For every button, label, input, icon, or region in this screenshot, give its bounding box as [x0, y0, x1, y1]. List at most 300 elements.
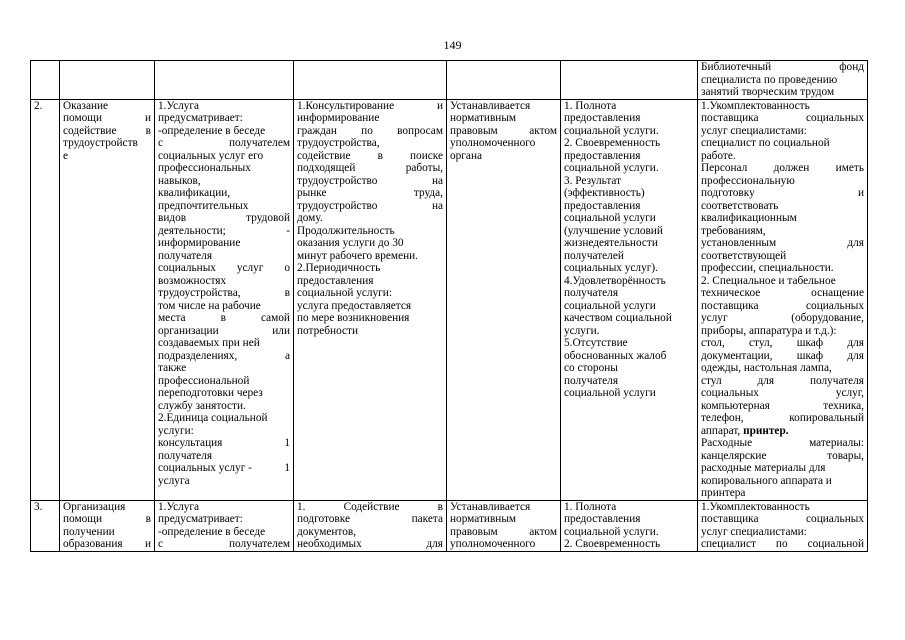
text-line: [297, 262, 443, 275]
text-line: [158, 475, 290, 488]
text-segment: навыков,: [158, 174, 201, 187]
text-segment: социальной услуги:: [297, 287, 392, 299]
cell-num: [31, 500, 60, 551]
text-word: 1: [284, 437, 290, 449]
text-word: в: [377, 149, 383, 162]
text-segment: 1. Полнота: [564, 500, 617, 513]
text-word: получателем: [229, 538, 290, 550]
text-line: [701, 425, 864, 438]
text-segment: нормативным: [450, 112, 517, 124]
text-line: [158, 538, 290, 551]
text-segment: социальной услуги: [564, 299, 656, 312]
text-segment: информирование: [158, 237, 241, 249]
cell-content: [155, 500, 294, 551]
text-line: [297, 300, 443, 313]
text-line: [158, 450, 290, 463]
bold-text: принтер.: [743, 424, 789, 437]
cell-procedure: [294, 500, 447, 551]
text-line: [158, 212, 290, 225]
text-segment: дому.: [297, 212, 323, 224]
text-line: [297, 325, 443, 338]
text-word: социальной: [807, 538, 864, 550]
text-word: с: [158, 538, 164, 550]
text-segment: обоснованных жалоб: [564, 349, 667, 362]
text-word: в: [145, 124, 151, 137]
text-segment: социальной услуги: [564, 212, 656, 224]
text-segment: предоставления: [564, 112, 641, 124]
text-word: услуг: [701, 312, 728, 324]
text-word: граждан: [297, 124, 337, 137]
text-segment: е: [63, 149, 69, 162]
text-word: работы,: [405, 162, 443, 174]
text-line: [564, 337, 694, 350]
text-line: [450, 137, 557, 150]
text-word: подготовку: [701, 187, 755, 199]
table-row-continued: [31, 61, 868, 100]
text-word: в: [437, 500, 443, 513]
page-number: 149: [443, 38, 462, 52]
text-line: [450, 100, 557, 113]
text-line: [297, 538, 443, 551]
text-word: самой: [260, 312, 290, 324]
text-line: [701, 462, 864, 475]
text-line: [450, 125, 557, 138]
row-number: 3.: [34, 500, 43, 513]
text-word: и: [436, 99, 443, 112]
text-segment: специалист по социальной: [701, 137, 830, 149]
text-segment: работе.: [701, 149, 736, 162]
text-word: получателем: [229, 137, 290, 149]
text-segment: расходные материалы для: [701, 462, 826, 474]
text-segment: профессии, специальности.: [701, 262, 834, 274]
text-segment: получателя: [564, 287, 619, 299]
text-line: [297, 237, 443, 250]
cell-resources: [698, 61, 868, 100]
text-line: [701, 112, 864, 125]
text-word: должен: [773, 162, 810, 174]
text-word: в: [284, 287, 290, 299]
text-segment: -определение в беседе: [158, 525, 266, 538]
text-line: [297, 275, 443, 288]
text-line: [564, 526, 694, 539]
text-word: телефон,: [701, 412, 744, 424]
text-line: [158, 275, 290, 288]
text-word: необходимых: [297, 538, 362, 550]
text-word: правовым: [450, 525, 498, 538]
text-line: [701, 162, 864, 175]
text-line: [297, 200, 443, 213]
text-word: услуг: [236, 262, 264, 274]
text-line: [564, 175, 694, 188]
text-line: [450, 526, 557, 539]
text-line: [564, 125, 694, 138]
text-segment: услуга: [158, 474, 190, 487]
text-line: [450, 150, 557, 163]
text-segment: одежды, настольная лампа,: [701, 362, 832, 374]
text-segment: социальной услуги: [564, 387, 656, 399]
text-word: социальных: [806, 112, 864, 124]
text-word: социальных: [701, 387, 759, 399]
text-segment: специалиста по проведению: [701, 73, 838, 86]
text-line: [564, 312, 694, 325]
text-segment: социальной услуги.: [564, 525, 659, 538]
text-line: [297, 162, 443, 175]
text-line: [450, 112, 557, 125]
cell-procedure: [294, 99, 447, 500]
text-word: 1.Консультирование: [297, 99, 395, 112]
text-word: актом: [529, 124, 557, 137]
text-line: [701, 475, 864, 488]
text-word: установленным: [701, 237, 777, 249]
text-word: техника,: [823, 399, 864, 412]
text-word: подготовке: [297, 513, 350, 525]
text-line: [297, 225, 443, 238]
text-line: [701, 187, 864, 200]
text-word: -: [286, 224, 290, 237]
text-line: [63, 513, 151, 526]
text-segment: Организация: [63, 500, 126, 513]
text-line: [701, 337, 864, 350]
text-segment: жизнедеятельности: [564, 237, 658, 249]
text-line: [158, 526, 290, 539]
text-word: поставщика: [701, 513, 759, 525]
text-word: для: [847, 349, 864, 362]
text-word: стул: [701, 374, 722, 387]
text-word: для: [757, 374, 775, 387]
text-segment: получателя: [158, 249, 213, 262]
text-word: поиске: [410, 149, 443, 162]
text-line: [564, 300, 694, 313]
text-segment: Оказание: [63, 99, 109, 112]
cell-tariff: [447, 500, 561, 551]
text-segment: нормативным: [450, 513, 517, 525]
text-segment: 2. Своевременность: [564, 137, 661, 149]
text-segment: квалификации,: [158, 187, 231, 199]
text-word: консультация: [158, 437, 223, 449]
text-word: подходящей: [297, 162, 356, 174]
text-word: социальных: [806, 299, 864, 312]
text-line: [63, 501, 151, 514]
text-segment: по мере возникновения: [297, 312, 410, 324]
text-segment: социальных услуг его: [158, 149, 264, 162]
cell-indicators: [561, 500, 698, 551]
cell-procedure: [294, 61, 447, 100]
text-line: [564, 112, 694, 125]
cell-content: [155, 61, 294, 100]
text-line: [158, 175, 290, 188]
text-word: трудоустройство: [297, 199, 378, 212]
text-line: [564, 200, 694, 213]
text-line: [564, 250, 694, 263]
text-word: стул,: [749, 337, 773, 349]
text-line: [564, 287, 694, 300]
text-line: [701, 350, 864, 363]
text-word: социальных: [158, 262, 216, 274]
text-line: [701, 526, 864, 539]
text-line: [564, 137, 694, 150]
text-line: [701, 86, 864, 99]
text-line: [564, 375, 694, 388]
text-segment: социальной услуги.: [564, 162, 659, 174]
text-line: [158, 200, 290, 213]
text-segment: получателя: [158, 449, 213, 462]
text-line: [564, 325, 694, 338]
text-line: [701, 125, 864, 138]
text-word: вопросам: [397, 124, 443, 137]
cell-indicators: [561, 61, 698, 100]
text-segment: предусматривает:: [158, 112, 243, 124]
table-row-2: [31, 99, 868, 500]
text-segment: социальной услуги.: [564, 124, 659, 137]
text-line: [158, 387, 290, 400]
text-line: [564, 350, 694, 363]
text-word: фонд: [839, 61, 864, 73]
text-word: по: [361, 124, 373, 137]
text-line: [701, 312, 864, 325]
text-word: социальных услуг -: [158, 462, 252, 474]
text-word: для: [847, 237, 864, 249]
text-word: содействие: [297, 149, 351, 162]
text-word: иметь: [835, 162, 864, 174]
text-segment: возможностях: [158, 274, 227, 287]
text-word: места: [158, 312, 186, 324]
text-line: [564, 275, 694, 288]
text-line: [158, 462, 290, 475]
text-segment: приборы, аппаратура и т.д.):: [701, 324, 837, 337]
text-segment: уполномоченного: [450, 538, 536, 550]
cell-num: [31, 61, 60, 100]
text-word: деятельности;: [158, 224, 226, 237]
text-line: [564, 100, 694, 113]
text-line: [297, 187, 443, 200]
text-segment: занятий творческим трудом: [701, 86, 835, 98]
text-word: специалист: [701, 538, 756, 550]
text-segment: услуг специалистами:: [701, 525, 807, 538]
text-segment: требованиям,: [701, 224, 766, 237]
text-word: товары,: [827, 449, 864, 462]
text-line: [450, 501, 557, 514]
text-line: [701, 200, 864, 213]
text-word: в: [145, 513, 151, 525]
text-line: [701, 287, 864, 300]
text-segment: Продолжительность: [297, 224, 395, 237]
text-segment: трудоустройства,: [297, 137, 380, 149]
text-word: содействие: [63, 124, 117, 137]
text-segment: услуга предоставляется: [297, 299, 412, 312]
text-word: помощи: [63, 112, 103, 124]
text-word: копировальный: [789, 412, 864, 424]
text-segment: 4.Удовлетворённость: [564, 274, 666, 287]
text-line: [701, 325, 864, 338]
text-line: [158, 237, 290, 250]
cell-content: [155, 99, 294, 500]
text-line: [297, 175, 443, 188]
text-line: [297, 526, 443, 539]
text-segment: информирование: [297, 112, 380, 124]
text-line: [158, 375, 290, 388]
text-word: канцелярские: [701, 449, 767, 462]
text-line: [158, 100, 290, 113]
text-segment: 1.Услуга: [158, 500, 200, 513]
text-line: [564, 162, 694, 175]
text-line: [158, 325, 290, 338]
text-line: [158, 350, 290, 363]
text-word: техническое: [701, 287, 761, 299]
text-word: услуг,: [835, 387, 864, 399]
text-segment: 1. Полнота: [564, 99, 617, 112]
cell-resources: [698, 99, 868, 500]
text-segment: уполномоченного: [450, 137, 536, 149]
text-line: [297, 250, 443, 263]
text-word: и: [144, 538, 151, 550]
text-line: [63, 137, 151, 150]
text-line: [297, 212, 443, 225]
text-line: [63, 150, 151, 163]
text-word: шкаф: [796, 337, 824, 349]
cell-tariff: [447, 61, 561, 100]
text-line: [701, 100, 864, 113]
text-word: (оборудование,: [791, 312, 864, 324]
text-segment: 5.Отсутствие: [564, 337, 628, 349]
text-word: социальных: [806, 513, 864, 525]
text-line: [564, 501, 694, 514]
text-line: [701, 175, 864, 188]
text-word: о: [284, 262, 290, 274]
text-line: [297, 137, 443, 150]
text-word: 1: [284, 462, 290, 474]
text-line: [158, 150, 290, 163]
text-line: [158, 412, 290, 425]
text-line: [701, 412, 864, 425]
text-line: [564, 262, 694, 275]
text-segment: (улучшение условий: [564, 224, 663, 237]
text-segment: получателя: [564, 374, 619, 387]
text-line: [158, 300, 290, 313]
cell-name: [60, 99, 155, 500]
text-word: помощи: [63, 513, 103, 525]
text-line: [701, 225, 864, 238]
text-segment: -определение в беседе: [158, 124, 266, 137]
text-line: [701, 437, 864, 450]
text-line: [701, 212, 864, 225]
text-line: [297, 125, 443, 138]
text-line: [564, 362, 694, 375]
text-segment: качеством социальной: [564, 312, 672, 324]
text-line: [701, 487, 864, 500]
text-line: [158, 125, 290, 138]
text-line: [701, 150, 864, 163]
text-line: [701, 275, 864, 288]
text-line: [158, 513, 290, 526]
text-line: [564, 387, 694, 400]
text-word: в: [220, 312, 226, 324]
text-segment: предоставления: [564, 199, 641, 212]
text-segment: услуги.: [564, 324, 600, 337]
text-line: [297, 287, 443, 300]
text-segment: получателей: [564, 249, 624, 262]
text-segment: создаваемых при ней: [158, 337, 260, 349]
text-line: [63, 538, 151, 551]
text-line: [158, 112, 290, 125]
text-line: [701, 375, 864, 388]
text-word: с: [158, 137, 164, 149]
text-segment: предусматривает:: [158, 513, 243, 525]
text-word: получателя: [809, 374, 864, 387]
text-word: Персонал: [701, 162, 748, 174]
text-line: [158, 287, 290, 300]
text-line: [63, 112, 151, 125]
text-segment: копировального аппарата и: [701, 474, 832, 487]
text-line: [701, 513, 864, 526]
text-segment: переподготовки через: [158, 387, 263, 399]
text-word: Расходные: [701, 437, 753, 449]
text-line: [701, 61, 864, 74]
cell-resources: [698, 500, 868, 551]
text-segment: услуги:: [158, 424, 194, 437]
text-segment: соответствовать: [701, 199, 779, 212]
text-line: [158, 501, 290, 514]
text-line: [158, 225, 290, 238]
text-line: [158, 137, 290, 150]
text-segment: 2.Единица социальной: [158, 412, 268, 424]
text-word: труда,: [413, 187, 443, 199]
text-segment: том числе на рабочие: [158, 299, 261, 312]
text-segment: предоставления: [297, 274, 374, 287]
text-word: актом: [529, 525, 557, 538]
text-segment: 2. Своевременность: [564, 538, 661, 550]
text-word: видов: [158, 212, 187, 224]
text-line: [701, 74, 864, 87]
text-segment: оказания услуги до 30: [297, 237, 404, 249]
text-segment: 2.Периодичность: [297, 262, 381, 274]
text-line: [564, 237, 694, 250]
text-word: стол,: [701, 337, 725, 349]
text-word: на: [431, 174, 443, 187]
text-line: [701, 450, 864, 463]
text-word: подразделениях,: [158, 349, 238, 362]
text-line: [297, 112, 443, 125]
text-line: [158, 250, 290, 263]
table-row-3: [31, 500, 868, 551]
cell-name: [60, 500, 155, 551]
text-word: материалы:: [809, 437, 864, 449]
text-line: [158, 437, 290, 450]
text-segment: получении: [63, 525, 115, 538]
text-line: [564, 187, 694, 200]
text-word: а: [284, 349, 290, 362]
text-segment: предпочтительных: [158, 199, 249, 212]
text-word: Библиотечный: [701, 61, 772, 73]
text-line: [297, 513, 443, 526]
text-word: документации,: [701, 349, 773, 362]
text-word: 1.: [297, 500, 306, 513]
text-segment: 1.Укомплектованность: [701, 500, 810, 513]
text-line: [297, 312, 443, 325]
text-line: [158, 187, 290, 200]
text-line: [450, 513, 557, 526]
services-table: [30, 60, 868, 552]
text-segment: аппарат,: [701, 424, 744, 437]
text-line: [701, 262, 864, 275]
text-word: по: [775, 538, 788, 550]
text-segment: соответствующей: [701, 249, 787, 262]
text-line: [158, 162, 290, 175]
text-word: правовым: [450, 124, 498, 137]
text-word: и: [857, 187, 864, 199]
text-segment: 3. Результат: [564, 174, 622, 187]
text-segment: (эффективность): [564, 187, 645, 199]
text-line: [701, 387, 864, 400]
